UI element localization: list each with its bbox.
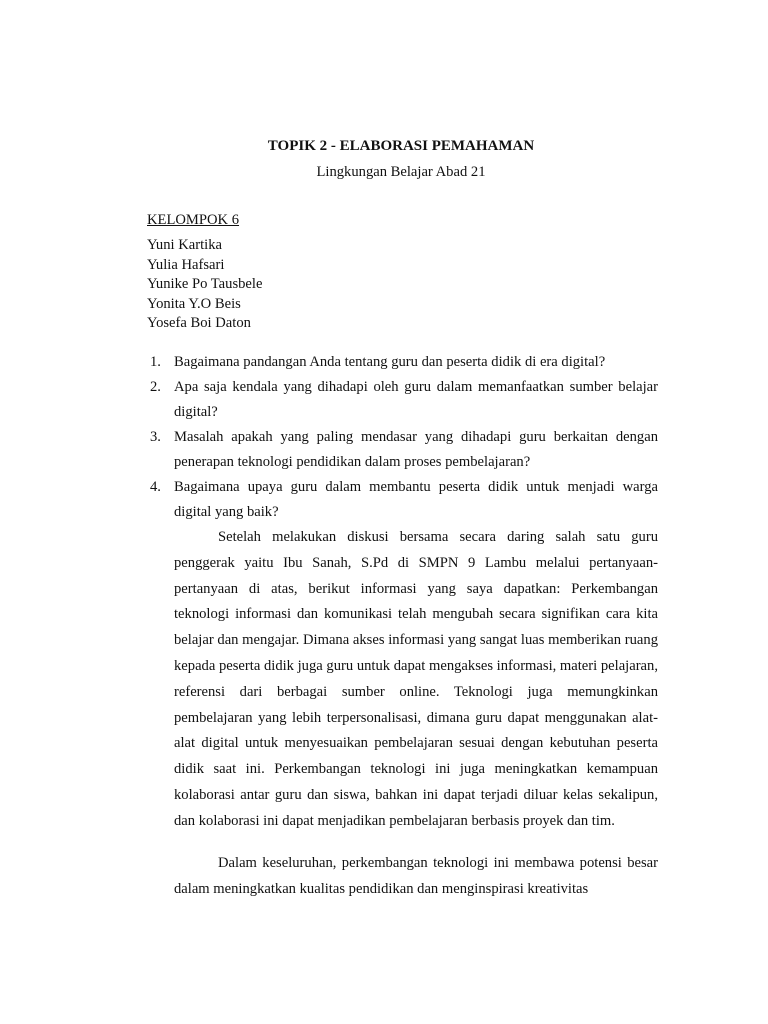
body-paragraph: Dalam keseluruhan, perkembangan teknologi ini membawa potensi besar dalam meningkatkan kualitas pendidikan dan menginspirasi kreativitas: [174, 855, 658, 897]
group-label: KELOMPOK 6: [147, 212, 240, 228]
question-item: [147, 475, 658, 525]
body-paragraph: Setelah melakukan diskusi bersama secara daring salah satu guru penggerak yaitu Ibu Sanah, S.Pd di SMPN 9 Lambu melalui pertanyaan-pertanyaan di atas, berikut informasi yang saya dapatkan: Perkembangan teknologi informasi dan komunikasi telah mengubah secara signifikan cara kita belajar dan mengajar. Dimana akses informasi yang sangat luas memberikan ruang kepada peserta didik juga guru untuk dapat mengakses informasi, materi pelajaran, referensi dari berbagai sumber online. Teknologi juga memungkinkan pembelajaran yang lebih terpersonalisasi, dimana guru dapat menggunakan alat-alat digital untuk menyesuaikan pembelajaran sesuai dengan kebutuhan peserta didik saat ini. Perkembangan teknologi ini juga meningkatkan kemampuan kolaborasi antar guru dan siswa, bahkan ini dapat terjadi diluar kelas sekalipun, dan kolaborasi ini dapat menjadikan pembelajaran berbasis proyek dan tim.: [174, 529, 658, 829]
member-name: Yulia Hafsari: [147, 256, 225, 273]
question-item: [147, 350, 658, 375]
question-list: [147, 350, 658, 525]
question-number: 4.: [150, 479, 161, 495]
question-item: [147, 375, 658, 425]
question-text: Bagaimana pandangan Anda tentang guru dan peserta didik di era digital?: [174, 354, 606, 370]
question-text: Bagaimana upaya guru dalam membantu peserta didik untuk menjadi warga digital yang baik?: [174, 479, 658, 520]
question-number: 2.: [150, 379, 161, 395]
question-number: 1.: [150, 354, 161, 370]
question-text: Masalah apakah yang paling mendasar yang dihadapi guru berkaitan dengan penerapan teknologi pendidikan dalam proses pembelajaran?: [174, 429, 658, 470]
question-number: 3.: [150, 429, 161, 445]
member-list: [147, 236, 262, 334]
member-name: Yunike Po Tausbele: [147, 276, 263, 292]
question-text: Apa saja kendala yang dihadapi oleh guru dalam memanfaatkan sumber belajar digital?: [174, 379, 658, 420]
question-item: [147, 425, 658, 475]
document-title: TOPIK 2 - ELABORASI PEMAHAMAN: [267, 138, 535, 154]
document-subtitle: Lingkungan Belajar Abad 21: [316, 164, 486, 180]
member-name: Yonita Y.O Beis: [147, 295, 241, 312]
member-name: Yuni Kartika: [147, 237, 222, 253]
member-name: Yosefa Boi Daton: [147, 315, 251, 331]
